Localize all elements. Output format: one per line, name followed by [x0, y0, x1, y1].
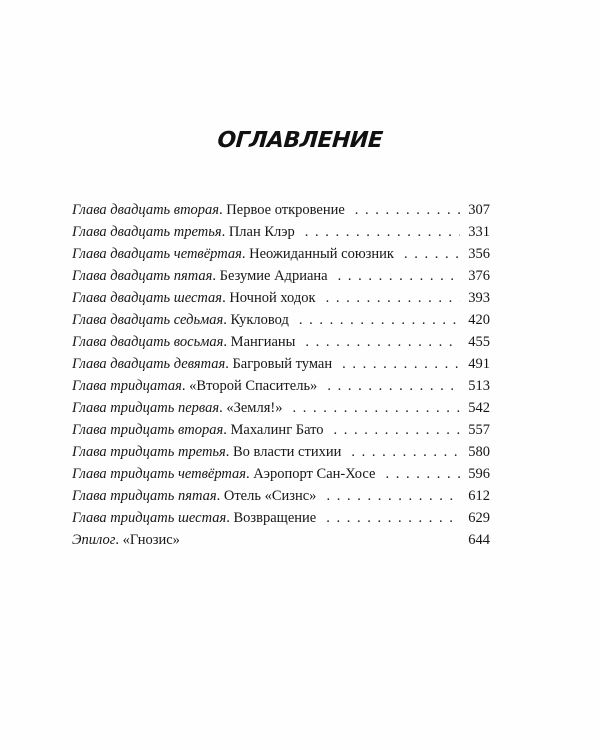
- page-number: 331: [468, 224, 490, 240]
- chapter-title: Во власти стихии: [233, 444, 342, 460]
- separator-period: .: [246, 466, 254, 482]
- dot-leader: [341, 444, 460, 461]
- chapter-title: «Второй Спаситель»: [189, 378, 318, 394]
- toc-entry[interactable]: [72, 246, 490, 268]
- chapter-number: Глава двадцать пятая: [72, 268, 213, 284]
- separator-period: .: [221, 224, 229, 240]
- page-number: 420: [468, 312, 490, 328]
- separator-period: .: [223, 422, 231, 438]
- dot-leader: [282, 400, 460, 417]
- toc-entry[interactable]: [72, 290, 490, 312]
- chapter-number: Глава тридцать четвёртая: [72, 466, 247, 482]
- dot-leader: [317, 378, 460, 395]
- chapter-number: Глава двадцать седьмая: [72, 312, 224, 328]
- separator-period: .: [223, 312, 231, 328]
- chapter-number: Глава тридцатая: [72, 378, 182, 394]
- separator-period: .: [219, 202, 227, 218]
- chapter-title: Неожиданный союзник: [249, 246, 394, 262]
- page-number: 455: [468, 334, 490, 350]
- separator-period: .: [222, 290, 230, 306]
- separator-period: .: [225, 444, 234, 460]
- separator-period: .: [219, 400, 227, 416]
- dot-leader: [295, 334, 460, 351]
- dot-leader: [375, 466, 460, 483]
- chapter-number: Эпилог: [72, 532, 116, 548]
- chapter-number: Глава тридцать шестая: [72, 510, 227, 526]
- dot-leader: [345, 202, 460, 219]
- chapter-title: Махалинг Бато: [230, 422, 324, 438]
- dot-leader: [328, 268, 460, 285]
- separator-period: .: [212, 268, 220, 284]
- chapter-number: Глава тридцать третья: [72, 444, 226, 460]
- toc-entry[interactable]: [72, 422, 490, 444]
- chapter-title: План Клэр: [228, 224, 295, 240]
- chapter-title: Первое откровение: [226, 202, 345, 218]
- page-number: 307: [468, 202, 490, 218]
- separator-period: .: [216, 488, 224, 504]
- toc-entry[interactable]: [72, 312, 490, 334]
- dot-leader: [316, 510, 460, 527]
- page-number: 376: [468, 268, 490, 284]
- page-number: 491: [468, 356, 490, 372]
- separator-period: .: [241, 246, 250, 262]
- toc-entry[interactable]: [72, 400, 490, 422]
- chapter-number: Глава двадцать девятая: [72, 356, 226, 372]
- toc-entry[interactable]: [72, 202, 490, 224]
- page-number: 393: [468, 290, 490, 306]
- toc-entry[interactable]: [72, 466, 490, 488]
- chapter-title: «Гнозис»: [122, 532, 180, 548]
- toc-entry[interactable]: [72, 224, 490, 246]
- dot-leader: [324, 422, 460, 439]
- chapter-number: Глава тридцать первая: [72, 400, 220, 416]
- page-number: 557: [468, 422, 490, 438]
- toc-entry[interactable]: [72, 488, 490, 510]
- toc-entry[interactable]: [72, 378, 490, 400]
- separator-period: .: [226, 510, 234, 526]
- separator-period: .: [181, 378, 190, 394]
- chapter-title: Ночной ходок: [229, 290, 316, 306]
- chapter-number: Глава двадцать восьмая: [72, 334, 224, 350]
- chapter-number: Глава тридцать вторая: [72, 422, 224, 438]
- page-number: 356: [468, 246, 490, 262]
- page-number: 580: [468, 444, 490, 460]
- chapter-title: Аэропорт Сан-Хосе: [253, 466, 376, 482]
- table-of-contents: [72, 202, 490, 554]
- dot-leader: [289, 312, 460, 329]
- separator-period: .: [115, 532, 123, 548]
- toc-entry[interactable]: [72, 334, 490, 356]
- chapter-number: Глава тридцать пятая: [72, 488, 217, 504]
- page-title: ОГЛАВЛЕНИЕ: [216, 128, 384, 153]
- separator-period: .: [223, 334, 231, 350]
- chapter-title: Мангианы: [230, 334, 296, 350]
- toc-entry[interactable]: [72, 532, 490, 554]
- chapter-number: Глава двадцать шестая: [72, 290, 223, 306]
- dot-leader: [316, 290, 460, 307]
- chapter-number: Глава двадцать четвёртая: [72, 246, 242, 262]
- page-number: 596: [468, 466, 490, 482]
- toc-entry[interactable]: [72, 268, 490, 290]
- chapter-title: Возвращение: [233, 510, 317, 526]
- chapter-title: Безумие Адриана: [219, 268, 328, 284]
- dot-leader: [394, 246, 460, 263]
- page-number: 612: [468, 488, 490, 504]
- dot-leader: [295, 224, 460, 241]
- chapter-number: Глава двадцать третья: [72, 224, 222, 240]
- dot-leader: [316, 488, 460, 505]
- chapter-title: Кукловод: [230, 312, 289, 328]
- page-number: 629: [468, 510, 490, 526]
- chapter-number: Глава двадцать вторая: [72, 202, 220, 218]
- toc-entry[interactable]: [72, 510, 490, 532]
- separator-period: .: [225, 356, 233, 372]
- toc-entry[interactable]: [72, 356, 490, 378]
- chapter-title: Багровый туман: [232, 356, 333, 372]
- toc-entry[interactable]: [72, 444, 490, 466]
- page-number: 542: [468, 400, 490, 416]
- page-number: 513: [468, 378, 490, 394]
- chapter-title: «Земля!»: [226, 400, 283, 416]
- page-number: 644: [468, 532, 490, 548]
- dot-leader: [332, 356, 460, 373]
- chapter-title: Отель «Сизнс»: [223, 488, 317, 504]
